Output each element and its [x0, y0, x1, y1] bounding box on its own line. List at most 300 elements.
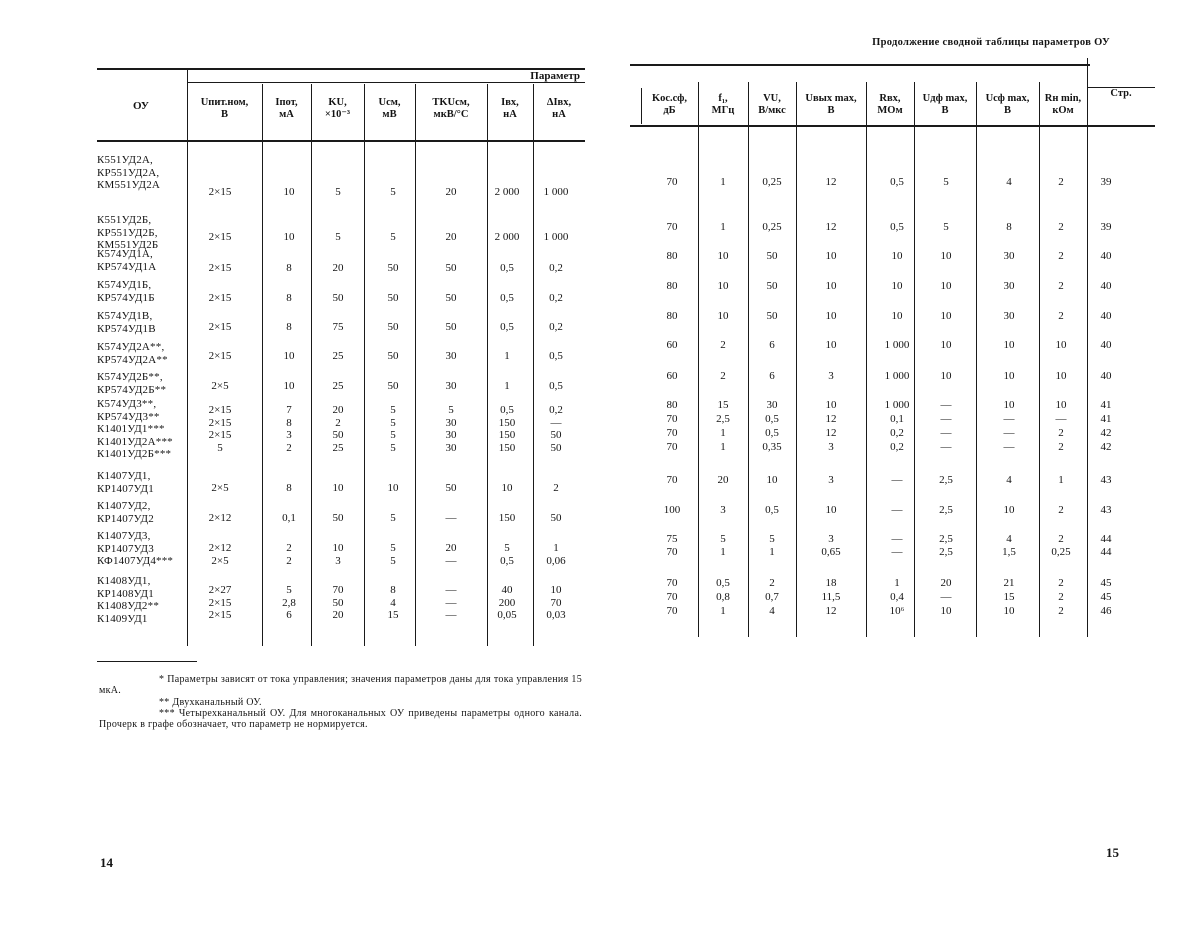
table-cell: 150 [498, 416, 516, 429]
table-cell: 10 [891, 250, 903, 262]
table-cell: — [1003, 413, 1015, 425]
table-cell: 20 [717, 474, 729, 486]
column-header: Uвых max, В [805, 93, 857, 116]
column-header: f₁, МГц [711, 93, 735, 116]
table-cell: 1 [504, 380, 510, 392]
table-cell: 2 [286, 554, 292, 567]
column-header: ΔIвх, нА [546, 97, 572, 120]
rule-line [97, 661, 197, 662]
table-cell: 0,5 [500, 554, 514, 567]
table-cell: 10 [891, 280, 903, 292]
table-cell: 3 [828, 533, 834, 545]
table-cell: 8 [286, 321, 292, 333]
table-cell: 2 [286, 542, 292, 554]
table-cell: 40 [1100, 280, 1112, 292]
table-cell: 10 [825, 250, 837, 262]
column-header: Iвх, нА [501, 97, 519, 120]
table-cell: 5 [448, 404, 454, 416]
table-cell: 10 [1003, 504, 1015, 516]
footnote: *** Четырехканальный ОУ. Для многоканальных ОУ приведены параметры одного канала. Прочерк в графе обозначает, что параметр не нормируется. [99, 708, 582, 730]
table-cell: 70 [666, 591, 678, 603]
table-cell: 20 [445, 231, 457, 243]
table-cell: — [445, 584, 457, 596]
table-cell: 0,25 [762, 176, 782, 188]
table-cell: 0,8 [716, 591, 730, 603]
table-cell: 12 [825, 221, 837, 233]
table-cell: 0,5 [500, 321, 514, 333]
table-cell: 4 [1006, 474, 1012, 486]
table-cell: 5 [390, 542, 396, 554]
device-name: К1401УД2Б*** [97, 448, 172, 460]
table-cell: 80 [666, 280, 678, 292]
table-cell: 2 [1058, 504, 1064, 516]
table-cell: 60 [666, 339, 678, 351]
table-cell: 10 [1003, 370, 1015, 382]
table-cell: 43 [1100, 474, 1112, 486]
table-cell: 50 [766, 280, 778, 292]
table-cell: 30 [445, 429, 457, 441]
table-cell: 2 [720, 339, 726, 351]
table-cell: 1 [720, 441, 726, 453]
table-cell: 50 [332, 429, 344, 441]
rule-line [97, 140, 585, 142]
table-cell: 30 [1003, 310, 1015, 322]
table-cell: 12 [825, 427, 837, 439]
table-cell: 10 [825, 339, 837, 351]
table-cell: 50 [766, 250, 778, 262]
table-cell: 10 [1055, 339, 1067, 351]
table-cell: 0,2 [549, 262, 563, 274]
table-cell: 2 [286, 441, 292, 454]
table-cell: 45 [1100, 577, 1112, 589]
table-cell: 30 [445, 416, 457, 429]
table-cell: 6 [286, 609, 292, 621]
table-cell: 2×15 [208, 404, 232, 416]
table-cell: 2,5 [939, 533, 953, 545]
table-cell: 50 [387, 350, 399, 362]
table-cell: 70 [550, 596, 562, 609]
table-cell: 100 [663, 504, 681, 516]
table-cell: 50 [387, 292, 399, 304]
table-cell: 0,2 [890, 441, 904, 453]
column-header: TKUсм, мкВ/°C [432, 97, 470, 120]
table-cell: 10 [1055, 370, 1067, 382]
table-cell: 2×27 [208, 584, 232, 596]
table-cell: 1 000 [543, 231, 569, 243]
table-cell: 80 [666, 250, 678, 262]
table-cell: — [445, 596, 457, 609]
footnote: * Параметры зависят от тока управления; значения параметров даны для тока управления 15 мкА. [99, 674, 582, 696]
table-cell: 2×5 [211, 554, 229, 567]
table-cell: 2×15 [208, 416, 232, 429]
table-cell: 2 [720, 370, 726, 382]
table-cell: 2 [1058, 280, 1064, 292]
device-name: К1401УД2А*** [97, 435, 173, 448]
table-cell: 45 [1100, 591, 1112, 603]
table-cell: 39 [1100, 221, 1112, 233]
table-cell: 10 [717, 280, 729, 292]
table-cell: 70 [666, 577, 678, 589]
table-cell: 30 [1003, 250, 1015, 262]
table-cell: 20 [940, 577, 952, 589]
table-cell: 3 [828, 474, 834, 486]
table-cell: 70 [666, 474, 678, 486]
table-cell: 75 [332, 321, 344, 333]
device-name: КР574УД2А** [97, 353, 168, 366]
table-cell: 10 [717, 310, 729, 322]
table-cell: 0,2 [549, 321, 563, 333]
table-cell: 1 [1058, 474, 1064, 486]
table-cell: 20 [332, 404, 344, 416]
table-cell: 25 [332, 350, 344, 362]
table-cell: 2 [1058, 441, 1064, 453]
table-cell: 0,25 [1051, 546, 1071, 558]
table-cell: 70 [332, 584, 344, 596]
table-cell: 2×15 [208, 231, 232, 243]
table-cell: 8 [1006, 221, 1012, 233]
column-header: Uсм, мВ [378, 97, 401, 120]
table-cell: 10 [940, 605, 952, 617]
table-cell: 200 [498, 596, 516, 609]
table-cell: 12 [825, 605, 837, 617]
table-cell: 20 [445, 186, 457, 198]
table-cell: 41 [1100, 399, 1112, 411]
table-cell: 2×12 [208, 512, 232, 524]
table-cell: 2 [1058, 221, 1064, 233]
table-cell: 10 [825, 280, 837, 292]
table-cell: 1 [504, 350, 510, 362]
column-header: Uсф max, В [985, 93, 1030, 116]
device-name: К1409УД1 [97, 612, 148, 625]
footnote: ** Двухканальный ОУ. [159, 697, 262, 708]
device-name: КР551УД2А, [97, 166, 160, 179]
device-name: КР551УД2Б, [97, 226, 158, 239]
table-cell: 44 [1100, 533, 1112, 545]
device-name: К1407УД2, [97, 500, 151, 512]
table-cell: 42 [1100, 427, 1112, 439]
table-cell: — [445, 512, 457, 524]
table-cell: 1 [553, 542, 559, 554]
table-cell: — [1055, 413, 1067, 425]
column-header-ou: ОУ [132, 100, 149, 112]
table-cell: 80 [666, 310, 678, 322]
table-cell: — [891, 533, 903, 545]
table-cell: 50 [550, 429, 562, 441]
table-cell: 10 [940, 310, 952, 322]
device-name: КР1407УД2 [97, 512, 154, 525]
table-cell: 10 [283, 350, 295, 362]
table-cell: 0,5 [890, 221, 904, 233]
device-name: К1407УД3, [97, 530, 151, 542]
table-cell: 5 [390, 186, 396, 198]
device-name: К574УД1А, [97, 248, 154, 260]
table-cell: 1 [720, 221, 726, 233]
table-cell: 10 [940, 370, 952, 382]
device-name: К551УД2А, [97, 154, 154, 166]
table-cell: 0,5 [765, 504, 779, 516]
table-cell: 41 [1100, 413, 1112, 425]
table-cell: 3 [828, 441, 834, 453]
table-cell: 5 [217, 441, 223, 454]
table-cell: 3 [720, 504, 726, 516]
table-cell: — [940, 441, 952, 453]
table-cell: 4 [390, 596, 396, 609]
table-cell: 70 [666, 546, 678, 558]
table-cell: 2×15 [208, 596, 232, 609]
table-cell: 10 [891, 310, 903, 322]
page-number: 15 [1106, 845, 1119, 860]
table-cell: 2,5 [939, 546, 953, 558]
table-cell: — [891, 474, 903, 486]
table-cell: 5 [390, 441, 396, 454]
table-cell: 20 [332, 262, 344, 274]
table-cell: 10 [1055, 399, 1067, 411]
device-name: КР574УД3** [97, 410, 160, 423]
table-cell: 2×15 [208, 321, 232, 333]
column-header: Rвх, МОм [877, 93, 903, 116]
table-cell: 5 [335, 186, 341, 198]
table-cell: 15 [1003, 591, 1015, 603]
table-cell: 0,03 [546, 609, 566, 621]
table-cell: 21 [1003, 577, 1015, 589]
table-cell: 8 [286, 482, 292, 494]
table-cell: 0,5 [716, 577, 730, 589]
table-cell: 15 [387, 609, 399, 621]
table-cell: 5 [390, 404, 396, 416]
table-cell: 40 [501, 584, 513, 596]
table-cell: — [445, 554, 457, 567]
table-cell: 80 [666, 399, 678, 411]
table-cell: 2 [1058, 533, 1064, 545]
table-cell: 0,5 [890, 176, 904, 188]
table-cell: 60 [666, 370, 678, 382]
table-cell: 3 [828, 370, 834, 382]
table-cell: 50 [332, 596, 344, 609]
table-cell: 2 [1058, 577, 1064, 589]
column-header: Uпит.ном, В [200, 97, 249, 120]
table-cell: — [1003, 441, 1015, 453]
table-cell: 1 [720, 605, 726, 617]
table-cell: 5 [390, 231, 396, 243]
rule-line [630, 125, 1155, 127]
table-cell: 2×15 [208, 350, 232, 362]
table-cell: 5 [390, 554, 396, 567]
device-name: КФ1407УД4*** [97, 555, 174, 567]
table-cell: — [940, 427, 952, 439]
table-cell: 70 [666, 427, 678, 439]
device-name: КР574УД2Б** [97, 383, 167, 396]
table-cell: 70 [666, 605, 678, 617]
table-cell: 2 000 [494, 231, 520, 243]
table-cell: — [550, 416, 562, 429]
table-cell: 10 [1003, 399, 1015, 411]
table-cell: 18 [825, 577, 837, 589]
table-cell: 2×15 [208, 262, 232, 274]
table-cell: 0,7 [765, 591, 779, 603]
table-cell: 0,5 [500, 404, 514, 416]
table-cell: 2 [1058, 427, 1064, 439]
group-header: Параметр [530, 70, 580, 82]
table-cell: 70 [666, 441, 678, 453]
table-cell: 70 [666, 176, 678, 188]
table-cell: 2×15 [208, 186, 232, 198]
table-cell: 10 [283, 186, 295, 198]
page-number: 14 [100, 855, 113, 870]
table-cell: 8 [286, 416, 292, 429]
table-cell: 6 [769, 370, 775, 382]
table-cell: 5 [943, 176, 949, 188]
device-name: К1408УД2** [97, 600, 160, 612]
rule-line [187, 82, 585, 83]
column-header: VU, В/мкс [758, 93, 786, 116]
table-cell: 50 [387, 380, 399, 392]
device-name: КР1408УД1 [97, 587, 154, 600]
table-cell: 2,8 [282, 596, 296, 609]
table-cell: 30 [766, 399, 778, 411]
table-cell: 10 [550, 584, 562, 596]
table-cell: 50 [445, 262, 457, 274]
table-cell: 40 [1100, 370, 1112, 382]
table-cell: 5 [390, 416, 396, 429]
table-cell: 8 [286, 292, 292, 304]
table-cell: 0,25 [762, 221, 782, 233]
table-cell: 1 [769, 546, 775, 558]
table-cell: 2 [1058, 591, 1064, 603]
table-cell: 10 [825, 399, 837, 411]
column-rule [976, 82, 977, 637]
table-cell: 50 [445, 321, 457, 333]
column-rule [187, 68, 188, 646]
table-cell: 75 [666, 533, 678, 545]
table-cell: 20 [332, 609, 344, 621]
table-title: Продолжение сводной таблицы параметров ОУ [872, 37, 1110, 48]
table-cell: 43 [1100, 504, 1112, 516]
column-header: Kос.сф, дБ [651, 93, 688, 116]
table-cell: 20 [445, 542, 457, 554]
table-cell: 7 [286, 404, 292, 416]
table-cell: 0,1 [282, 512, 296, 524]
device-name: К1408УД1, [97, 575, 151, 587]
table-cell: — [891, 504, 903, 516]
table-cell: — [940, 399, 952, 411]
table-cell: 3 [286, 429, 292, 441]
table-cell: 10 [283, 380, 295, 392]
table-cell: 30 [445, 441, 457, 454]
device-name: К574УД1В, [97, 310, 153, 322]
table-cell: 12 [825, 413, 837, 425]
table-cell: 2×12 [208, 542, 232, 554]
device-name: КР1407УД3 [97, 542, 154, 555]
table-cell: 10 [387, 482, 399, 494]
table-cell: 1 000 [543, 186, 569, 198]
table-cell: 30 [445, 380, 457, 392]
table-cell: 8 [286, 262, 292, 274]
table-cell: 10 [1003, 339, 1015, 351]
column-header: Uдф max, В [922, 93, 968, 116]
table-cell: 10 [825, 504, 837, 516]
table-cell: 50 [332, 512, 344, 524]
table-cell: 2 [1058, 605, 1064, 617]
table-cell: 5 [504, 542, 510, 554]
table-cell: 44 [1100, 546, 1112, 558]
table-cell: 0,1 [890, 413, 904, 425]
table-cell: 30 [1003, 280, 1015, 292]
device-name: КР574УД1Б [97, 291, 155, 304]
table-cell: 40 [1100, 310, 1112, 322]
device-name: К1401УД1*** [97, 423, 165, 435]
device-name: К574УД3**, [97, 398, 157, 410]
table-cell: 0,2 [549, 292, 563, 304]
table-cell: 1 [720, 546, 726, 558]
table-cell: 10 [332, 482, 344, 494]
table-cell: 2 [1058, 310, 1064, 322]
column-header: Iпот, мА [275, 97, 298, 120]
device-name: К574УД2А**, [97, 341, 165, 353]
table-cell: 6 [769, 339, 775, 351]
table-cell: 5 [335, 231, 341, 243]
table-cell: 0,5 [500, 292, 514, 304]
table-cell: 50 [387, 321, 399, 333]
column-header: Rн min, кОм [1044, 93, 1082, 116]
table-cell: — [445, 609, 457, 621]
table-cell: 30 [445, 350, 457, 362]
table-cell: 2×5 [211, 380, 229, 392]
table-cell: 2×15 [208, 292, 232, 304]
table-cell: 150 [498, 441, 516, 454]
table-cell: 70 [666, 221, 678, 233]
table-cell: 10 [332, 542, 344, 554]
table-cell: 0,5 [765, 427, 779, 439]
table-cell: 2 [1058, 176, 1064, 188]
table-cell: 5 [769, 533, 775, 545]
table-cell: 50 [445, 292, 457, 304]
device-name: КМ551УД2Б [97, 239, 159, 251]
table-cell: 1 [720, 176, 726, 188]
table-cell: 10 [940, 280, 952, 292]
table-cell: 0,05 [497, 609, 517, 621]
table-cell: 50 [387, 262, 399, 274]
table-cell: 10 [940, 250, 952, 262]
table-cell: 0,5 [549, 380, 563, 392]
table-cell: 5 [720, 533, 726, 545]
device-name: К551УД2Б, [97, 214, 152, 226]
table-cell: 10⁶ [889, 605, 905, 617]
table-cell: 25 [332, 380, 344, 392]
table-cell: 5 [286, 584, 292, 596]
table-cell: 0,35 [762, 441, 782, 453]
table-cell: 50 [550, 512, 562, 524]
table-cell: 2 [553, 482, 559, 494]
table-cell: 1 000 [884, 339, 910, 351]
table-cell: — [940, 591, 952, 603]
device-name: КМ551УД2А [97, 179, 161, 191]
table-cell: 0,5 [765, 413, 779, 425]
table-cell: 1 000 [884, 370, 910, 382]
table-cell: 3 [335, 554, 341, 567]
table-cell: 5 [390, 512, 396, 524]
table-cell: 39 [1100, 176, 1112, 188]
table-cell: 0,5 [549, 350, 563, 362]
table-cell: 50 [332, 292, 344, 304]
table-cell: 5 [390, 429, 396, 441]
table-cell: 4 [1006, 533, 1012, 545]
table-cell: 70 [666, 413, 678, 425]
table-cell: 4 [769, 605, 775, 617]
table-cell: 0,06 [546, 554, 566, 567]
table-cell: 2,5 [716, 413, 730, 425]
table-cell: 150 [498, 512, 516, 524]
table-cell: 40 [1100, 339, 1112, 351]
